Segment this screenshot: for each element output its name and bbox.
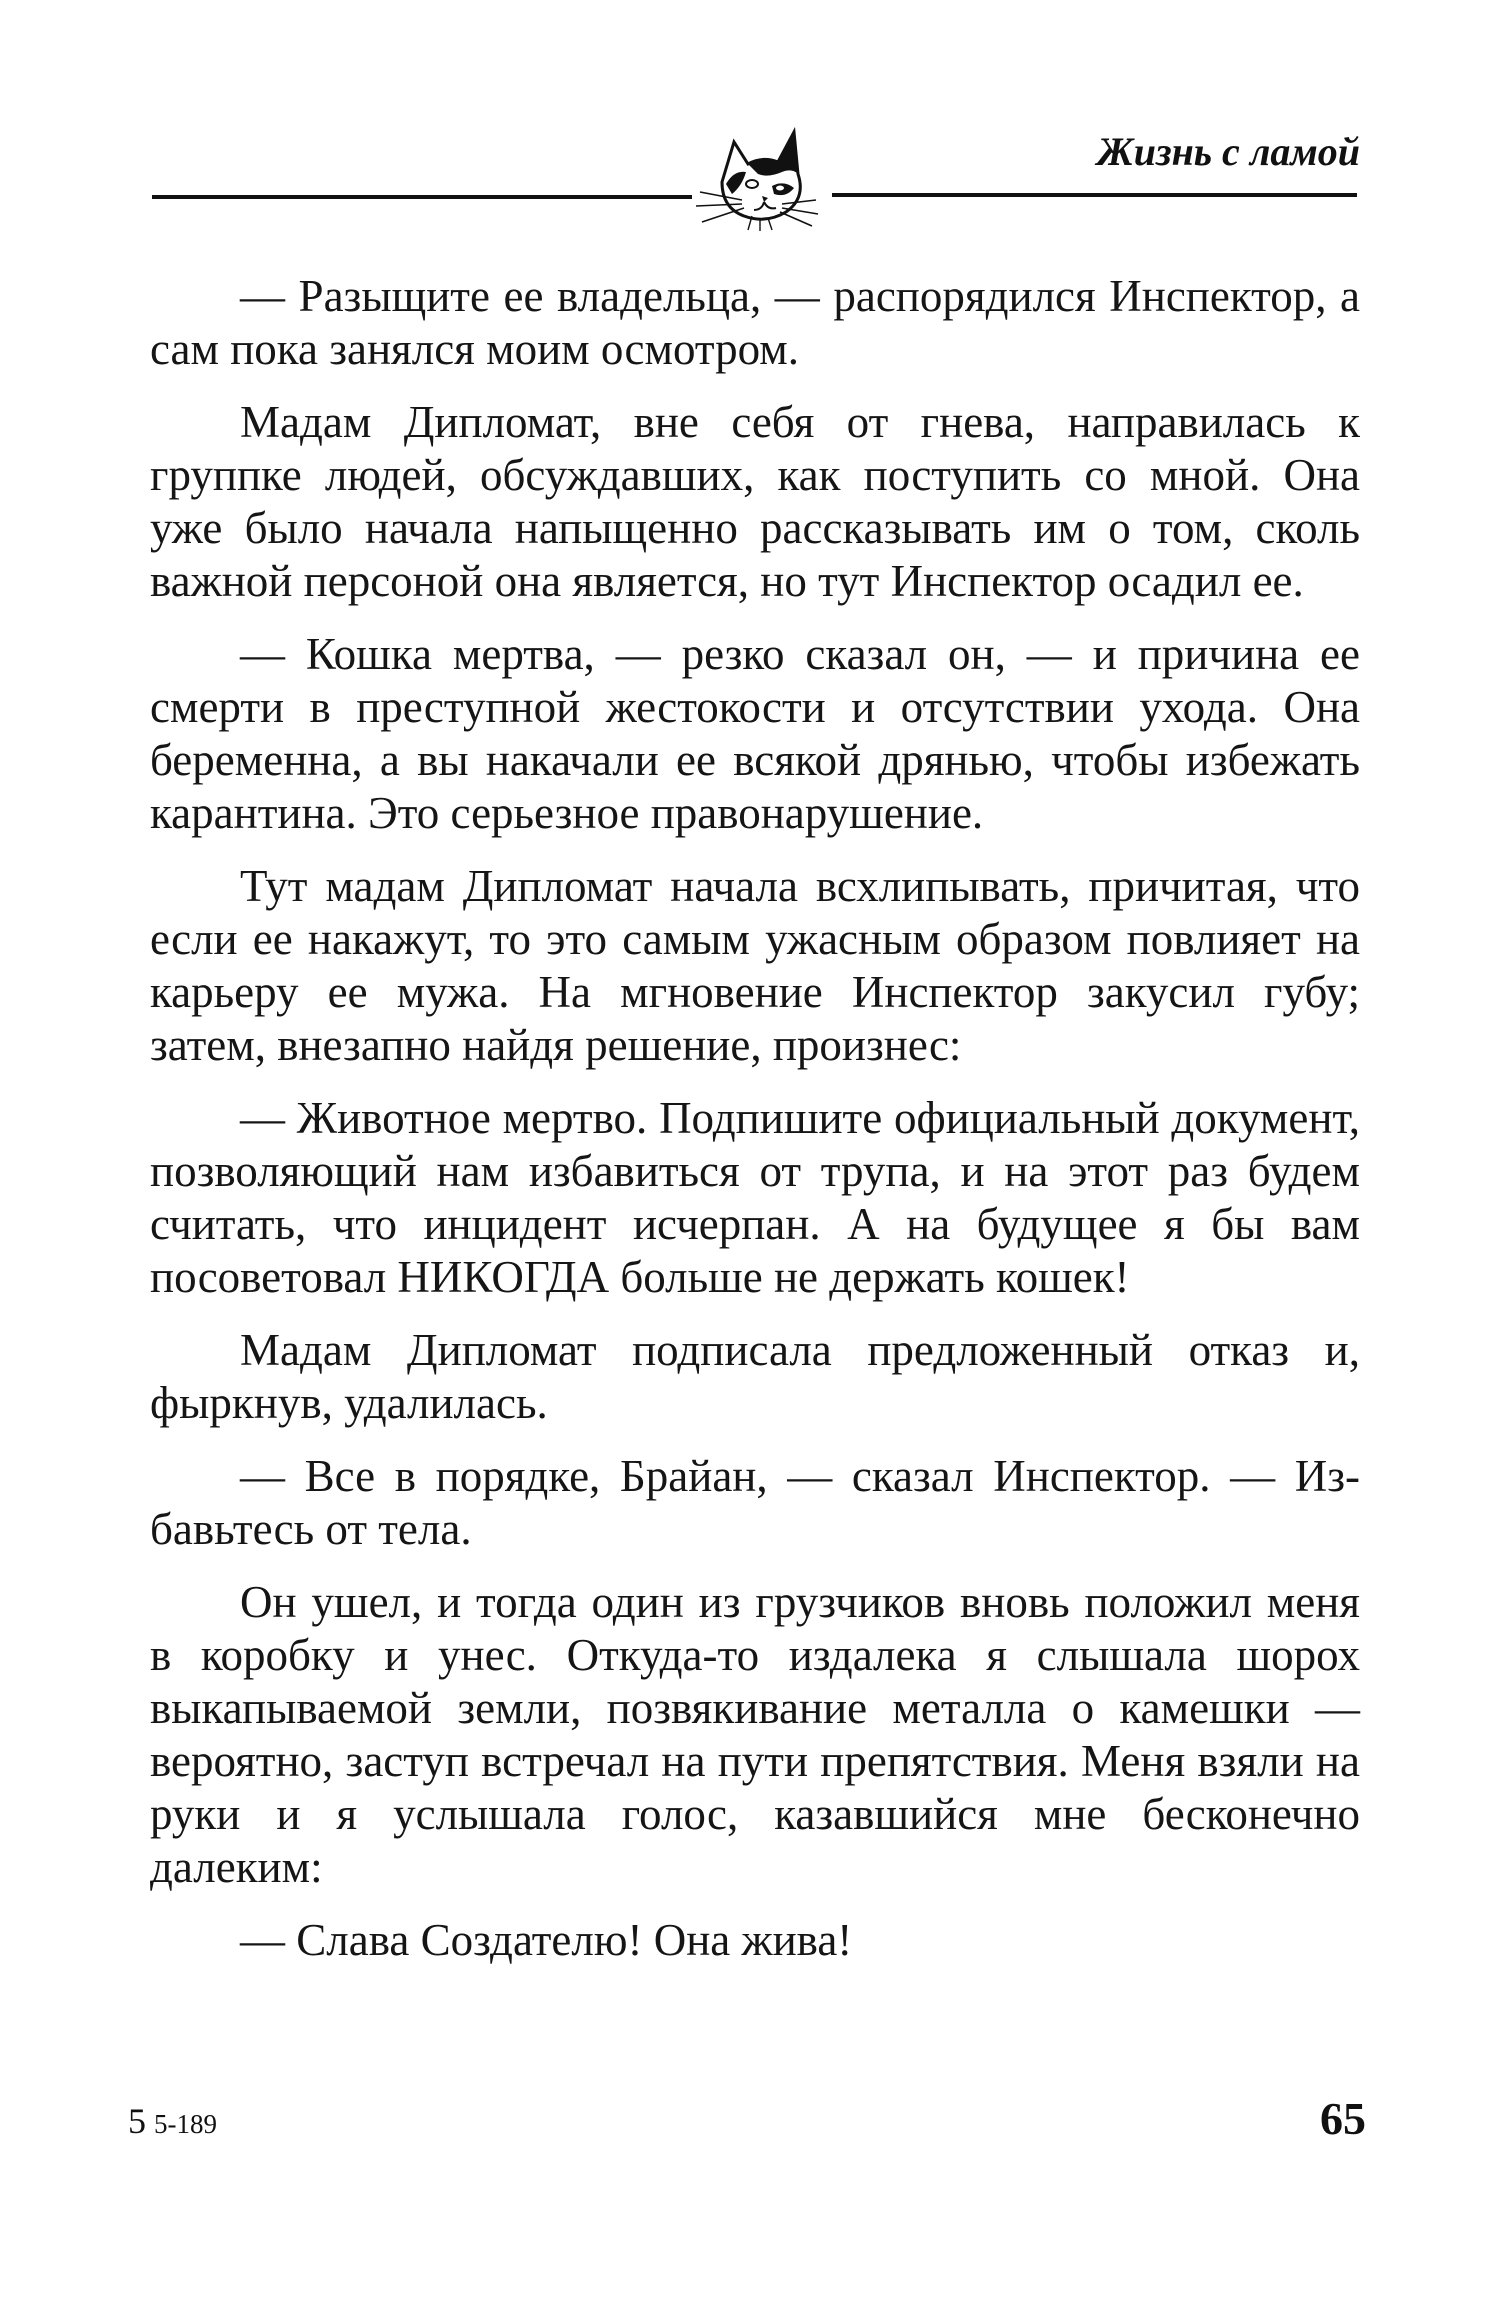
paragraph: Мадам Дипломат, вне себя от гнева, направилась к группке людей, обсуждавших, как поступить со мной. Она уже было начала напыщенно рассказывать им о том, сколь важной персоной она является, но тут Инспектор осадил ее. (150, 397, 1360, 606)
paragraph: — Животное мертво. Подпишите официальный документ, позволяющий нам избавиться от трупа, и на этот раз будем считать, что инцидент исчерпан. А на будущее я бы вам посоветовал НИКОГДА больше не держать кошек! (150, 1093, 1360, 1302)
paragraph: — Разыщите ее владельца, — распорядился Инспектор, а сам пока занялся моим осмотром. (150, 271, 1360, 374)
paragraph: Тут мадам Дипломат начала всхлипывать, причитая, что если ее накажут, то это самым ужасным образом повлияет на карьеру ее мужа. На мгновение Инспектор закусил губу; затем, внезапно найдя решение, произнес: (150, 861, 1360, 1070)
signature-number: 5 (128, 2101, 146, 2141)
paragraph: Мадам Дипломат подписала предложенный отказ и, фыркнув, удалилась. (150, 1325, 1360, 1428)
header-rule-left (152, 195, 692, 199)
paragraph: — Слава Создателю! Она жива! (240, 1915, 853, 1965)
page-number: 65 (1320, 2093, 1366, 2144)
header-rule-right (832, 193, 1357, 197)
paragraph: Он ушел, и тогда один из грузчиков вновь положил меня в коробку и унес. Откуда-то издалека я слышала шорох выкапываемой земли, позвякивание металла о камешки — вероятно, заступ встречал на пути препятствия. Меня взяли на руки и я услышала голос, казавшийся мне бесконечно далеким: (150, 1577, 1360, 1892)
running-header-title: Жизнь с ламой (1097, 129, 1360, 174)
printer-signature (128, 2100, 217, 2142)
paragraph: — Кошка мертва, — резко сказал он, — и причина ее смерти в преступной жестокости и отсутствии ухода. Она беременна, а вы накачали ее всякой дрянью, чтобы избежать карантина. Это серьезное правонарушение. (150, 629, 1360, 838)
body-text (150, 270, 1360, 1987)
paragraph: — Все в порядке, Брайан, — сказал Инспектор. — Избавьтесь от тела. (150, 1451, 1360, 1554)
signature-code: 5-189 (154, 2109, 217, 2139)
cat-head-icon (682, 112, 832, 232)
